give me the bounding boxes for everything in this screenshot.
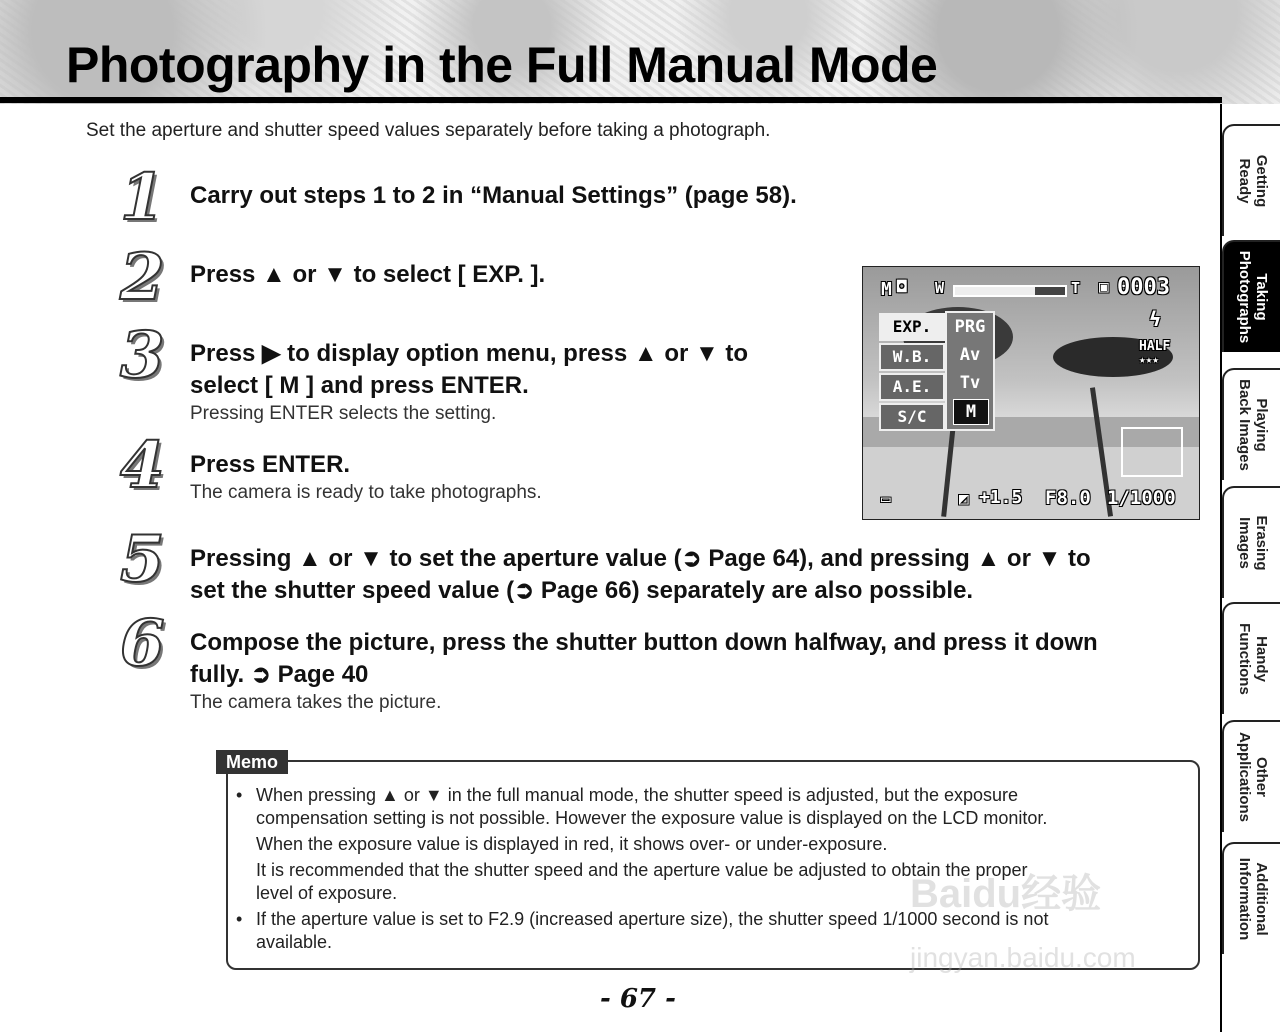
memo-line-3: When the exposure value is displayed in red, it shows over- or under-exposure. (256, 834, 888, 854)
lcd-option-m: M (953, 399, 989, 425)
tab-other-applications[interactable] (1222, 720, 1280, 832)
tab-taking-photographs-label-2: Photographs (1236, 250, 1253, 344)
lcd-mode-indicator: M (881, 279, 892, 300)
lcd-aperture-value: F8.0 (1045, 487, 1091, 509)
memo-bullet-1: • (236, 785, 243, 805)
step-6-text-line1: Compose the picture, press the shutter button down halfway, and press it down (190, 629, 1098, 656)
tab-handy-label-2: Functions (1236, 623, 1253, 695)
lcd-option-av: Av (959, 345, 981, 365)
memo-line-2: compensation setting is not possible. However the exposure value is displayed on the LCD monitor. (256, 808, 1048, 828)
step-1-text: Carry out steps 1 to 2 in “Manual Settings” (page 58). (190, 182, 797, 209)
tab-handy-label-1: Handy (1253, 636, 1270, 682)
step-6-text-line2: fully. ➲ Page 40 (190, 661, 369, 688)
lcd-screen-image (862, 266, 1200, 520)
step-4 (190, 449, 542, 505)
watermark-url: jingyan.baidu.com (910, 942, 1136, 973)
card-icon: ▣ (1099, 277, 1109, 296)
flash-icon: ϟ (1149, 307, 1162, 331)
tab-playing-back-images[interactable] (1222, 368, 1280, 480)
zoom-bar (953, 285, 1067, 297)
header-banner (0, 0, 1280, 104)
lcd-quality: HALF (1139, 339, 1171, 354)
lcd-menu-sc: S/C (879, 403, 945, 431)
lcd-menu-wb: W.B. (879, 343, 945, 371)
step-3 (190, 338, 748, 426)
focus-frame (1121, 427, 1183, 477)
step-3-text-line1: Press ▶ to display option menu, press ▲ or ▼ to (190, 340, 749, 367)
intro-text: Set the aperture and shutter speed values separately before taking a photograph. (86, 120, 771, 141)
tab-getting-ready-label-1: Getting (1253, 154, 1270, 208)
tab-handy-functions[interactable] (1222, 602, 1280, 714)
memo-line-4: It is recommended that the shutter speed and the aperture value be adjusted to obtain the proper (256, 860, 1028, 880)
step-4-text: Press ENTER. (190, 451, 351, 478)
lcd-zoom-t: T (1071, 279, 1081, 297)
lcd-option-tv: Tv (959, 373, 981, 393)
step-5-text-line2: set the shutter speed value (➲ Page 66) separately are also possible. (190, 577, 974, 604)
zoom-bar-fill (955, 287, 1035, 295)
page-number: - 67 - (600, 984, 676, 1014)
lcd-shutter-value: 1/1000 (1107, 487, 1176, 509)
step-1 (190, 180, 797, 212)
step-5-number: 5 (120, 522, 165, 597)
watermark-logo: Baidu经验 (910, 872, 1102, 916)
step-2-number: 2 (120, 240, 165, 315)
step-2-text: Press ▲ or ▼ to select [ EXP. ]. (190, 261, 546, 288)
memo-line-6: If the aperture value is set to F2.9 (increased aperture size), the shutter speed 1/1000 second is not (256, 909, 1049, 929)
lcd-zoom-w: W (935, 279, 945, 297)
lcd-exposure-value: +1.5 (979, 487, 1023, 508)
tab-taking-photographs[interactable] (1222, 240, 1280, 352)
step-3-text-line2: select [ M ] and press ENTER. (190, 372, 529, 399)
step-2 (190, 259, 545, 291)
step-6-note: The camera takes the picture. (190, 692, 442, 713)
battery-icon: ▭ (881, 489, 891, 508)
step-6-number: 6 (120, 606, 165, 681)
memo-line-1: When pressing ▲ or ▼ in the full manual mode, the shutter speed is adjusted, but the exposure (256, 785, 1019, 805)
tab-playing-back-label-1: Playing (1253, 398, 1270, 452)
memo-line-5: level of exposure. (256, 883, 398, 903)
lcd-menu-exp: EXP. (879, 313, 945, 341)
tab-erasing-label-2: Images (1236, 517, 1253, 569)
camera-icon: ◘ (897, 277, 907, 296)
header-rule (0, 97, 1222, 103)
tab-erasing-label-1: Erasing (1253, 515, 1270, 571)
exposure-comp-icon: ◩ (959, 489, 969, 508)
tab-other-label-2: Applications (1236, 731, 1253, 822)
tab-getting-ready-label-2: Ready (1236, 158, 1253, 204)
step-5 (190, 543, 1091, 607)
lcd-option-prg: PRG (954, 317, 986, 337)
step-4-number: 4 (120, 428, 165, 503)
memo-bullet-2: • (236, 909, 243, 929)
memo-line-7: available. (256, 932, 333, 952)
lcd-menu-ae: A.E. (879, 373, 945, 401)
step-6 (190, 627, 1098, 715)
step-1-number: 1 (120, 160, 165, 235)
tab-taking-photographs-label-1: Taking (1253, 273, 1270, 321)
tab-additional-label-2: Information (1236, 857, 1253, 941)
step-5-text-line1: Pressing ▲ or ▼ to set the aperture value (➲ Page 64), and pressing ▲ or ▼ to (190, 545, 1091, 572)
tab-playing-back-label-2: Back Images (1236, 379, 1253, 471)
step-3-note: Pressing ENTER selects the setting. (190, 403, 497, 424)
step-4-note: The camera is ready to take photographs. (190, 482, 542, 503)
tab-additional-information[interactable] (1222, 842, 1280, 954)
tab-erasing-images[interactable] (1222, 486, 1280, 598)
lcd-quality-stars: ★★★ (1139, 353, 1159, 366)
memo-label: Memo (216, 750, 288, 774)
step-3-number: 3 (120, 318, 165, 393)
tab-other-label-1: Other (1253, 756, 1270, 797)
lcd-shot-counter: 0003 (1117, 275, 1170, 300)
lcd-option-menu (945, 311, 995, 431)
page-title: Photography in the Full Manual Mode (66, 37, 938, 93)
tab-additional-label-1: Additional (1253, 862, 1270, 936)
tab-getting-ready[interactable] (1222, 124, 1280, 236)
